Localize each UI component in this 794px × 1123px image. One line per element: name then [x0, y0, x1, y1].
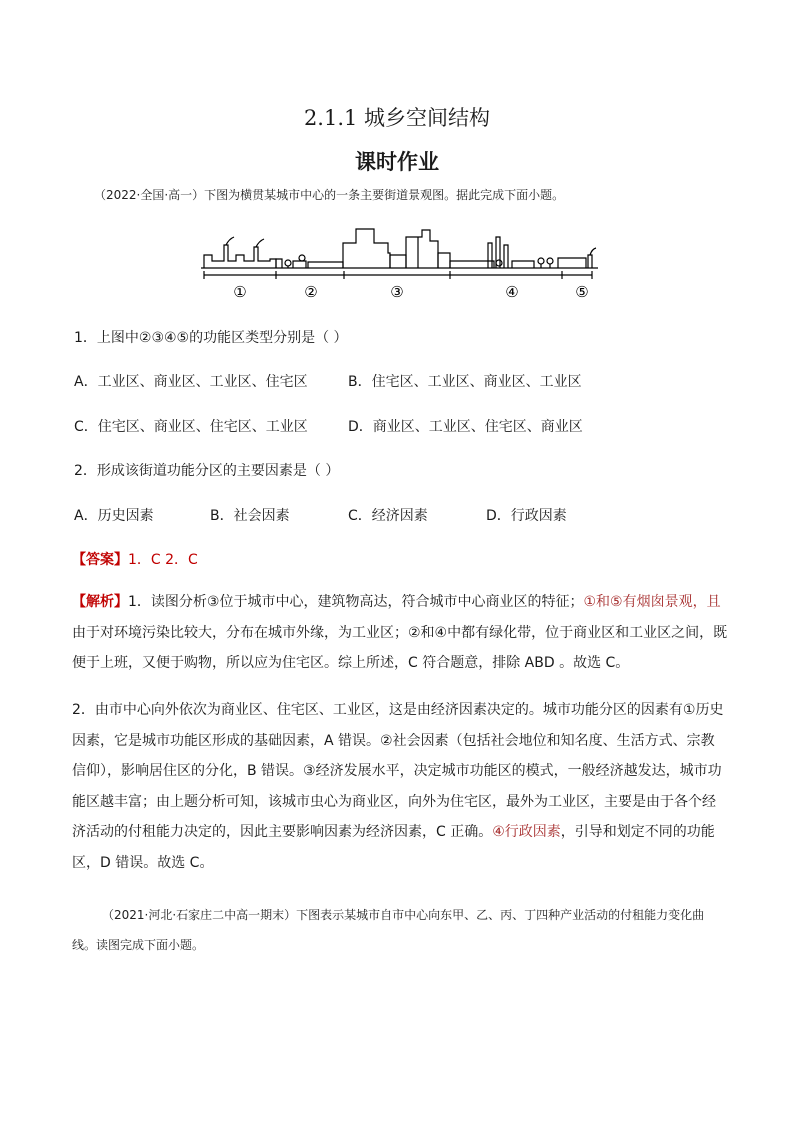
q2-stem: 2．形成该街道功能分区的主要因素是（ ） [74, 463, 340, 479]
zone3-tower-2 [406, 230, 438, 268]
analysis-p1-text-c: 由于对环境污染比较大，分布在城市外缘，为工业区；②和④中都有绿化带，位于商业区和工业区之间，既便于上班，又便于购物，所以应为住宅区。综上所述，C 符合题意，排除 ABD 。故选 C。 [72, 624, 728, 671]
zone5-chimney [588, 255, 592, 268]
analysis-p1-text-a: 1．读图分析③位于城市中心，建筑物高达，符合城市中心商业区的特征； [128, 594, 584, 610]
label-zone-3: ③ [390, 283, 404, 301]
analysis-paragraph-2 [72, 695, 728, 878]
zone1-factories [204, 245, 276, 268]
zone2-house-2 [293, 261, 306, 268]
label-zone-4: ④ [505, 283, 519, 301]
zone4-tower-3 [504, 245, 508, 268]
page-subtitle: 课时作业 [355, 149, 439, 174]
answer-line [72, 549, 198, 569]
q1-option-b[interactable]: B．住宅区、工业区、商业区、工业区 [348, 374, 582, 390]
zone4-tower-1 [488, 243, 492, 268]
zone2-house-3 [308, 262, 343, 268]
analysis-p2-text-c: ，引导和划定不同的功能区，D 错误。故选 C。 [72, 824, 715, 871]
zone5-factory [558, 258, 586, 268]
zone4-tree-1 [496, 260, 502, 266]
analysis-p2-highlight: ④行政因素 [492, 824, 561, 840]
label-zone-5: ⑤ [575, 283, 589, 301]
zone3-block [390, 255, 406, 268]
zone4-tree-3 [547, 258, 553, 264]
q1-option-a[interactable]: A．工业区、商业区、工业区、住宅区 [74, 374, 308, 390]
zone4-house-2 [512, 261, 534, 268]
zone2-house-1 [276, 259, 282, 268]
analysis-p1-highlight: ①和⑤有烟囱景观，且 [583, 594, 721, 610]
label-zone-1: ① [233, 283, 247, 301]
answer-tag: 【答案】 [72, 552, 128, 568]
q2-option-d[interactable]: D．行政因素 [486, 508, 567, 524]
zone3-tower-3 [438, 253, 450, 268]
zone3-tower-1 [343, 229, 390, 268]
zone5-smoke [590, 248, 596, 255]
q1-option-c[interactable]: C．住宅区、商业区、住宅区、工业区 [74, 419, 308, 435]
chimney-smoke-1 [226, 237, 234, 245]
page-title: 2.1.1 城乡空间结构 [303, 106, 491, 130]
analysis-tag: 【解析】 [72, 594, 128, 610]
q2-option-b[interactable]: B．社会因素 [210, 508, 290, 524]
analysis-p2-text-a: 2．由市中心向外依次为商业区、住宅区、工业区，这是由经济因素决定的。城市功能分区的因素有①历史因素，它是城市功能区形成的基础因素，A 错误。②社会因素（包括社会地位和知名度、生活方式、宗教信仰），影响居住区的分化，B 错误。③经济发展水平，决定城市功能区的模式，一般经济越发达，城市功能区越丰富；由上题分析可知，该城市虫心为商业区，向外为住宅区，最外为工业区，主要是由于各个经济活动的付租能力决定的，因此主要影响因素为经济因素，C 正确。 [72, 702, 724, 840]
zone2-tree-2 [299, 255, 305, 261]
q2-option-c[interactable]: C．经济因素 [348, 508, 428, 524]
street-landscape-diagram [198, 225, 602, 305]
analysis-paragraph-1 [72, 587, 728, 679]
answer-text: 1．C 2．C [128, 552, 198, 568]
zone2-tree-1 [285, 260, 291, 266]
q1-stem: 1．上图中②③④⑤的功能区类型分别是（ ） [74, 330, 348, 346]
section1-intro: （2022·全国·高一）下图为横贯某城市中心的一条主要街道景观图。据此完成下面小题。 [94, 188, 565, 202]
section2-intro: （2021·河北·石家庄二中高一期末）下图表示某城市自市中心向东甲、乙、丙、丁四种产业活动的付租能力变化曲线。读图完成下面小题。 [72, 908, 705, 952]
zone4-tree-2 [538, 258, 544, 264]
q2-option-a[interactable]: A．历史因素 [74, 508, 154, 524]
q1-option-d[interactable]: D．商业区、工业区、住宅区、商业区 [348, 419, 583, 435]
label-zone-2: ② [304, 283, 318, 301]
chimney-smoke-2 [256, 239, 264, 247]
